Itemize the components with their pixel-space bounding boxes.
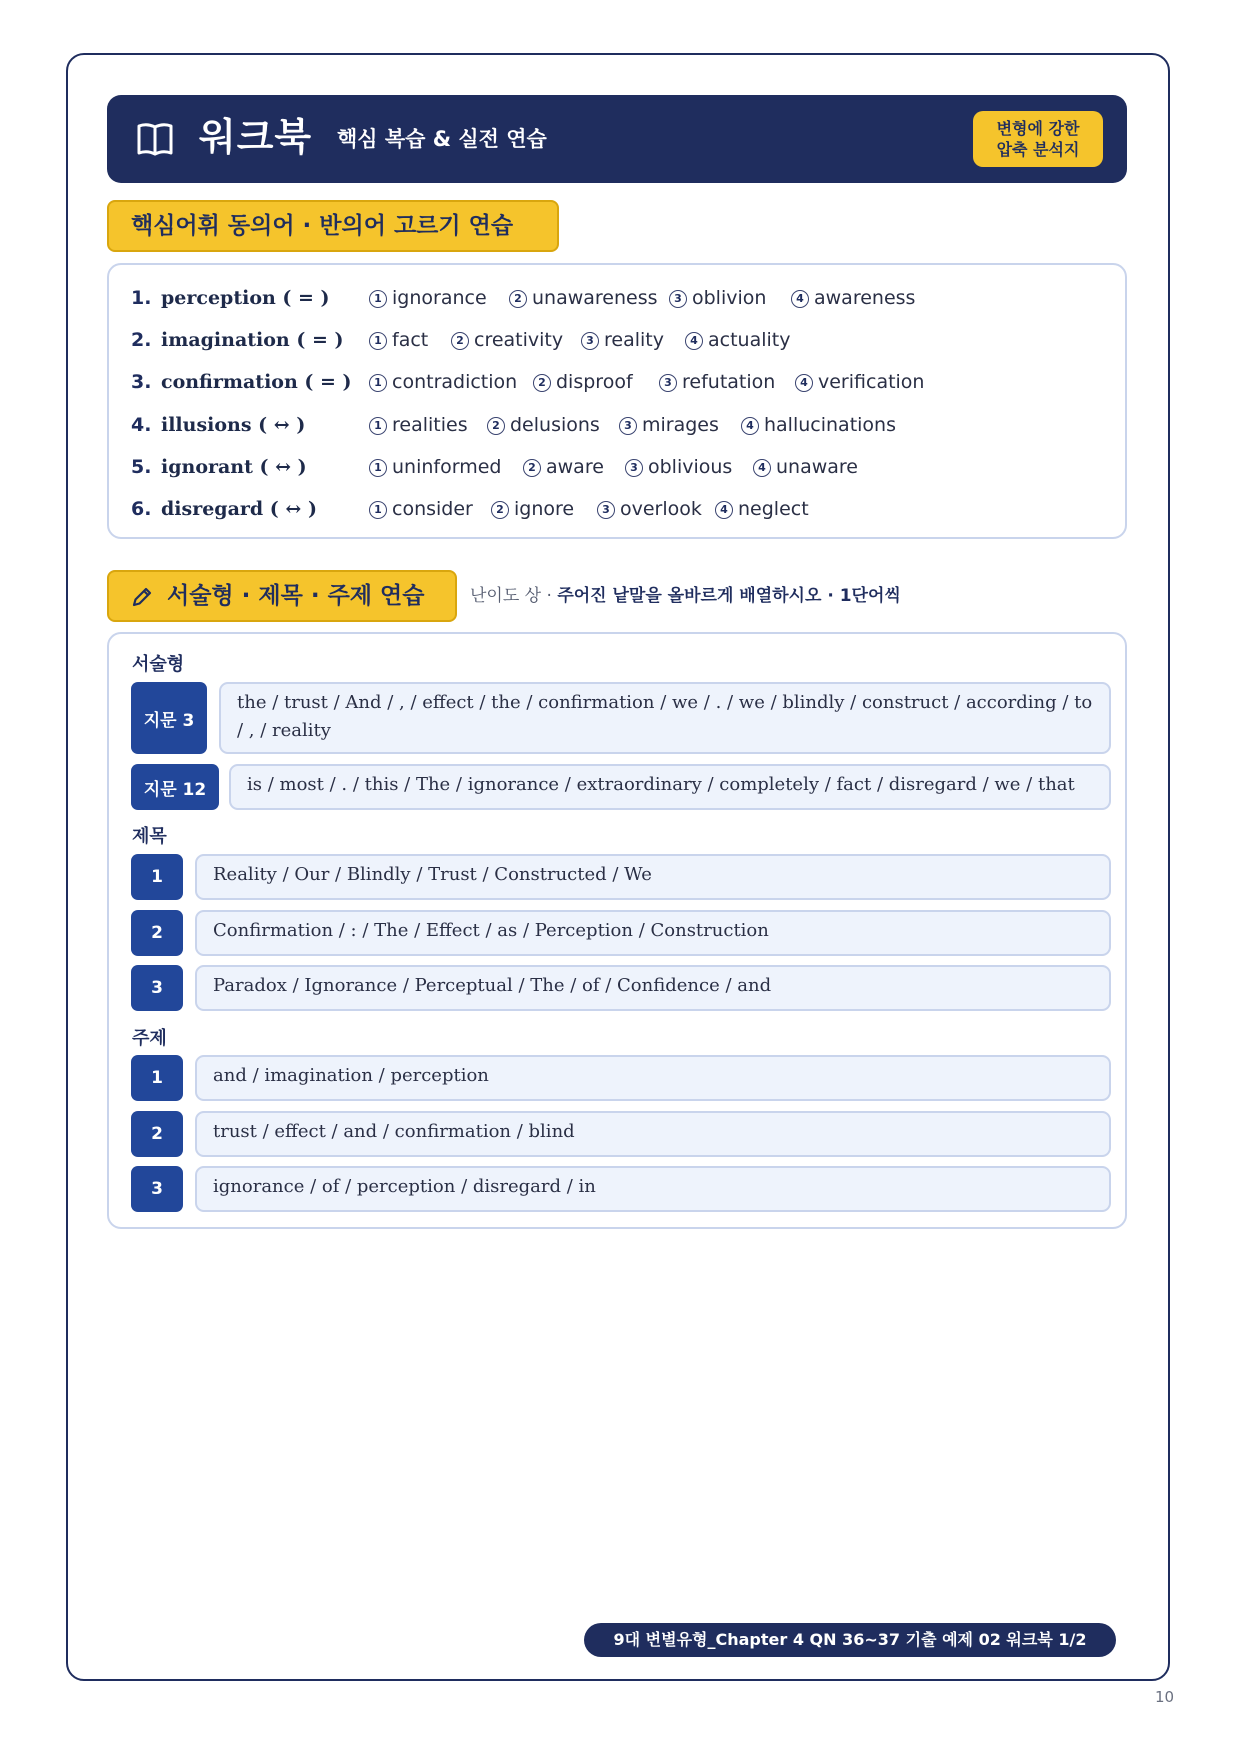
option-choice[interactable]: [625, 452, 732, 482]
option-text: unaware: [776, 456, 858, 478]
question-number: 3.: [131, 371, 152, 393]
page-subtitle: 핵심 복습 & 실전 연습: [337, 127, 547, 151]
option-number: 2: [509, 290, 527, 308]
question-word: illusions ( ↔ ): [161, 414, 306, 436]
item-badge: 1: [131, 1055, 183, 1101]
vocab-panel: [107, 263, 1127, 539]
option-number: 4: [685, 332, 703, 350]
group-label-title: 제목: [132, 826, 167, 847]
option-text: fact: [392, 329, 429, 351]
option-number: 1: [369, 332, 387, 350]
header-badge: [973, 111, 1103, 167]
question-number: 1.: [131, 287, 152, 309]
option-choice[interactable]: [369, 494, 473, 524]
option-choice[interactable]: [509, 283, 658, 313]
option-choice[interactable]: [523, 452, 604, 482]
option-text: refutation: [682, 371, 776, 393]
difficulty-level: 난이도 상 ·: [470, 586, 558, 606]
vocab-section-tag: 핵심어휘 동의어 · 반의어 고르기 연습: [107, 200, 559, 252]
option-choice[interactable]: [619, 410, 719, 440]
question-word: ignorant ( ↔ ): [161, 456, 307, 478]
group-label-theme: 주제: [132, 1028, 167, 1049]
option-choice[interactable]: [491, 494, 574, 524]
option-number: 4: [795, 374, 813, 392]
option-number: 3: [619, 417, 637, 435]
group-label-descriptive: 서술형: [132, 654, 185, 675]
option-text: ignorance: [392, 287, 487, 309]
option-text: oblivious: [648, 456, 733, 478]
option-number: 3: [625, 459, 643, 477]
question-number: 2.: [131, 329, 152, 351]
option-text: uninformed: [392, 456, 502, 478]
option-text: contradiction: [392, 371, 518, 393]
option-number: 2: [533, 374, 551, 392]
option-text: overlook: [620, 498, 702, 520]
option-choice[interactable]: [369, 452, 501, 482]
footer-label: 9대 변별유형_Chapter 4 QN 36~37 기출 예제 02 워크북 1/2: [584, 1623, 1116, 1657]
option-choice[interactable]: [581, 325, 664, 355]
option-number: 2: [487, 417, 505, 435]
option-text: mirages: [642, 414, 719, 436]
answer-box[interactable]: Confirmation / : / The / Effect / as / Perception / Construction: [195, 910, 1111, 956]
option-text: consider: [392, 498, 473, 520]
page-title: 워크북: [199, 115, 313, 159]
writing-section-title: 서술형 · 제목 · 주제 연습: [167, 583, 425, 609]
option-choice[interactable]: [741, 410, 896, 440]
option-text: disproof: [556, 371, 633, 393]
writing-section-tag: [107, 570, 457, 622]
option-choice[interactable]: [685, 325, 790, 355]
option-text: awareness: [814, 287, 916, 309]
header-badge-line2: 압축 분석지: [996, 140, 1080, 159]
option-choice[interactable]: [659, 367, 775, 397]
option-number: 4: [753, 459, 771, 477]
writing-panel: [107, 632, 1127, 1229]
option-choice[interactable]: [369, 410, 468, 440]
option-number: 1: [369, 374, 387, 392]
option-number: 1: [369, 459, 387, 477]
question-word: confirmation ( = ): [161, 371, 352, 393]
writing-instruction: [470, 582, 901, 610]
option-choice[interactable]: [791, 283, 915, 313]
option-text: realities: [392, 414, 468, 436]
option-choice[interactable]: [369, 283, 487, 313]
workbook-header: [107, 95, 1127, 183]
option-number: 2: [491, 501, 509, 519]
option-text: hallucinations: [764, 414, 896, 436]
answer-box[interactable]: Paradox / Ignorance / Perceptual / The / of / Confidence / and: [195, 965, 1111, 1011]
option-number: 2: [451, 332, 469, 350]
option-text: reality: [604, 329, 664, 351]
book-icon: [135, 119, 175, 159]
option-text: ignore: [514, 498, 575, 520]
page-number: 10: [1155, 1688, 1175, 1706]
option-text: oblivion: [692, 287, 767, 309]
item-badge: 3: [131, 1166, 183, 1212]
option-number: 4: [741, 417, 759, 435]
option-number: 2: [523, 459, 541, 477]
option-number: 4: [791, 290, 809, 308]
question-word: perception ( = ): [161, 287, 330, 309]
option-text: neglect: [738, 498, 809, 520]
question-number: 6.: [131, 498, 152, 520]
item-badge: 3: [131, 965, 183, 1011]
answer-box[interactable]: is / most / . / this / The / ignorance / extraordinary / completely / fact / disregard / we / that: [229, 764, 1111, 810]
option-text: creativity: [474, 329, 564, 351]
question-number: 4.: [131, 414, 152, 436]
pencil-icon: [131, 586, 153, 608]
answer-box[interactable]: Reality / Our / Blindly / Trust / Constructed / We: [195, 854, 1111, 900]
option-choice[interactable]: [487, 410, 600, 440]
item-badge: 2: [131, 910, 183, 956]
item-badge: 1: [131, 854, 183, 900]
option-number: 1: [369, 501, 387, 519]
option-number: 1: [369, 290, 387, 308]
option-number: 3: [597, 501, 615, 519]
instruction-text: 주어진 낱말을 올바르게 배열하시오 · 1단어씩: [557, 586, 901, 606]
header-badge-line1: 변형에 강한: [996, 119, 1080, 138]
option-text: aware: [546, 456, 604, 478]
option-number: 3: [659, 374, 677, 392]
option-choice[interactable]: [715, 494, 809, 524]
answer-box[interactable]: the / trust / And / , / effect / the / confirmation / we / . / we / blindly / construct / according / to / , / reality: [219, 682, 1111, 754]
option-number: 4: [715, 501, 733, 519]
answer-box[interactable]: trust / effect / and / confirmation / blind: [195, 1111, 1111, 1157]
option-text: actuality: [708, 329, 791, 351]
option-choice[interactable]: [369, 325, 428, 355]
question-word: imagination ( = ): [161, 329, 344, 351]
answer-box[interactable]: ignorance / of / perception / disregard / in: [195, 1166, 1111, 1212]
option-number: 1: [369, 417, 387, 435]
item-badge: 지문 12: [131, 764, 219, 810]
item-badge: 2: [131, 1111, 183, 1157]
item-badge: 지문 3: [131, 682, 207, 754]
question-word: disregard ( ↔ ): [161, 498, 317, 520]
option-choice[interactable]: [597, 494, 702, 524]
option-text: delusions: [510, 414, 600, 436]
answer-box[interactable]: and / imagination / perception: [195, 1055, 1111, 1101]
option-number: 3: [581, 332, 599, 350]
option-choice[interactable]: [533, 367, 633, 397]
option-choice[interactable]: [451, 325, 563, 355]
option-text: verification: [818, 371, 925, 393]
option-choice[interactable]: [795, 367, 924, 397]
question-number: 5.: [131, 456, 152, 478]
option-choice[interactable]: [753, 452, 858, 482]
option-choice[interactable]: [369, 367, 517, 397]
option-text: unawareness: [532, 287, 658, 309]
option-choice[interactable]: [669, 283, 766, 313]
option-number: 3: [669, 290, 687, 308]
